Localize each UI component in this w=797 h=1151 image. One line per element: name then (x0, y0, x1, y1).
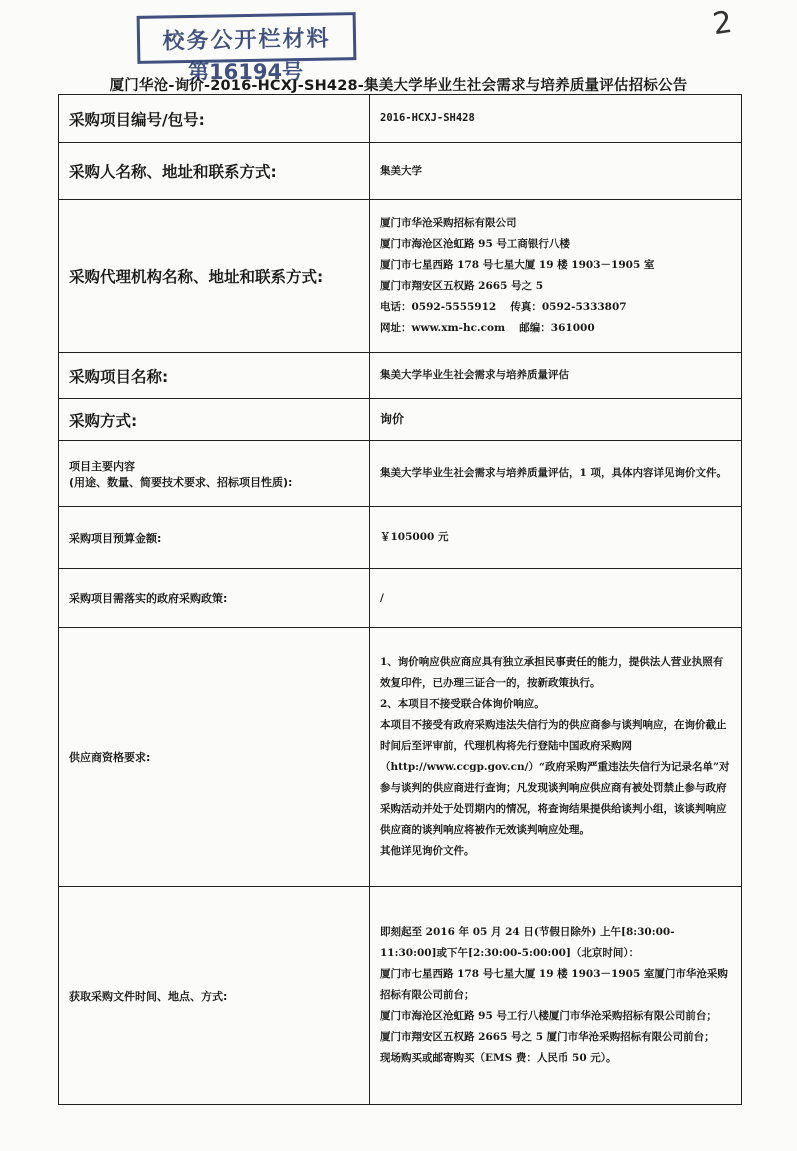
value-method: 询价 (370, 399, 742, 441)
row-budget (59, 507, 742, 569)
stamp-number: 第16194号 (188, 60, 304, 84)
archive-stamp: 校务公开栏材料 (137, 12, 357, 64)
row-obtain (59, 887, 742, 1105)
label-project-no: 采购项目编号/包号: (59, 95, 370, 143)
label-project-name: 采购项目名称: (59, 353, 370, 399)
label-budget: 采购项目预算金额: (59, 507, 370, 569)
qualification-paragraph: 其他详见询价文件。 (380, 845, 475, 857)
value-project-no: 2016-HCXJ-SH428 (370, 95, 742, 143)
label-content-line: 项目主要内容 (69, 459, 135, 473)
agency-line: 厦门市海沧区沧虹路 95 号工商银行八楼 (380, 238, 570, 250)
agency-line: 厦门市翔安区五权路 2665 号之 5 (380, 280, 543, 292)
row-qualification (59, 628, 742, 887)
value-project-name: 集美大学毕业生社会需求与培养质量评估 (370, 353, 742, 399)
obtain-paragraph: 即刻起至 2016 年 05 月 24 日(节假日除外) 上午[8:30:00-11:30:00]或下午[2:30:00-5:00:00]（北京时间）： (380, 926, 675, 959)
row-project-no (59, 95, 742, 143)
label-buyer: 采购人名称、地址和联系方式: (59, 143, 370, 200)
row-policy (59, 569, 742, 628)
agency-line: 厦门市七星西路 178 号七星大厦 19 楼 1903－1905 室 (380, 259, 655, 271)
qualification-paragraph: 本项目不接受有政府采购违法失信行为的供应商参与谈判响应，在询价截止时间后至评审前，代理机构将先行登陆中国政府采购网（http://www.ccgp.gov.cn/）“政府采购严重违法失信行为记录名单”对参与谈判的供应商进行查询；凡发现谈判响应供应商有被处罚禁止参与政府采购活动并处于处罚期内的情况，将查询结果提供给谈判小组，该谈判响应供应商的谈判响应将被作无效谈判响应处理。 (380, 719, 730, 836)
obtain-paragraph: 现场购买或邮寄购买（EMS 费：人民币 50 元）。 (380, 1052, 617, 1064)
label-content-line: (用途、数量、简要技术要求、招标项目性质): (69, 475, 293, 489)
notice-title: 厦门华沧-询价-2016-HCXJ-SH428-集美大学毕业生社会需求与培养质量评估招标公告 (109, 78, 688, 94)
value-agency (370, 200, 742, 353)
label-obtain: 获取采购文件时间、地点、方式: (59, 887, 370, 1105)
row-buyer (59, 143, 742, 200)
qualification-paragraph: 2、本项目不接受联合体询价响应。 (380, 698, 545, 710)
obtain-paragraph: 厦门市海沧区沧虹路 95 号工行八楼厦门市华沧采购招标有限公司前台； (380, 1010, 717, 1022)
label-qualification: 供应商资格要求: (59, 628, 370, 887)
label-method: 采购方式: (59, 399, 370, 441)
value-budget: ￥105000 元 (370, 507, 742, 569)
qualification-paragraph: 1、询价响应供应商应具有独立承担民事责任的能力，提供法人营业执照有效复印件，已办理三证合一的，按新政策执行。 (380, 656, 724, 689)
obtain-paragraph: 厦门市七星西路 178 号七星大厦 19 楼 1903－1905 室厦门市华沧采购招标有限公司前台； (380, 968, 728, 1001)
row-agency (59, 200, 742, 353)
row-project-name (59, 353, 742, 399)
value-buyer: 集美大学 (370, 143, 742, 200)
obtain-paragraph: 厦门市翔安区五权路 2665 号之 5 厦门市华沧采购招标有限公司前台； (380, 1031, 715, 1043)
agency-line: 厦门市华沧采购招标有限公司 (380, 217, 517, 229)
agency-line: 网址：www.xm-hc.com 邮编：361000 (380, 322, 595, 334)
value-policy: / (370, 569, 742, 628)
label-policy: 采购项目需落实的政府采购政策: (59, 569, 370, 628)
agency-line: 电话：0592-5555912 传真：0592-5333807 (380, 301, 627, 313)
page-number: 2 (710, 4, 735, 43)
label-content (59, 441, 370, 507)
label-agency: 采购代理机构名称、地址和联系方式: (59, 200, 370, 353)
value-obtain (370, 887, 742, 1105)
value-qualification (370, 628, 742, 887)
value-content: 集美大学毕业生社会需求与培养质量评估，1 项，具体内容详见询价文件。 (370, 441, 742, 507)
row-method (59, 399, 742, 441)
notice-table (58, 94, 742, 1105)
row-content (59, 441, 742, 507)
